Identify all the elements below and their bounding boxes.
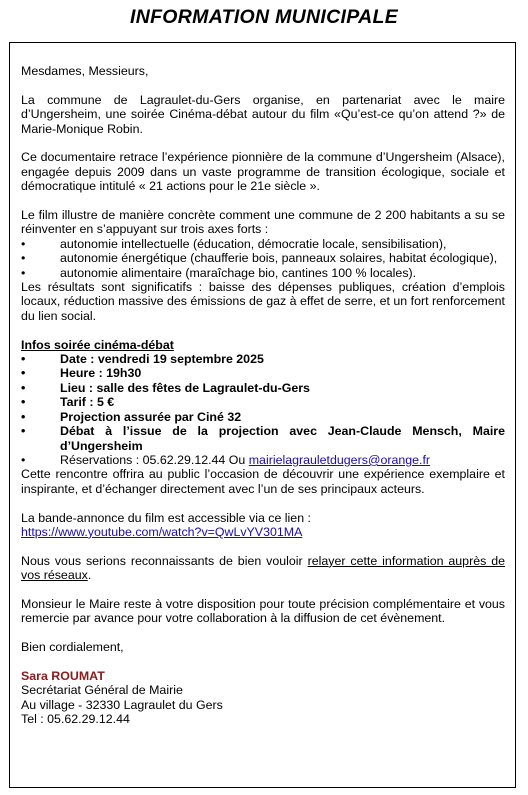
bullet: • <box>21 409 26 424</box>
greeting: Mesdames, Messieurs, <box>21 64 149 78</box>
list-item: • autonomie intellectuelle (éducation, démocratie locale, sensibilisation), <box>21 236 447 251</box>
list-item: • Lieu : salle des fêtes de Lagraulet-du-Gers <box>21 380 310 395</box>
rencontre-paragraph: Cette rencontre offrira au public l’occasion de découvrir une expérience exemplaire et inspirante, et d’échanger directement avec l’un de ses principaux acteurs. <box>21 467 505 496</box>
bullet: • <box>21 395 26 410</box>
list-item: • Heure : 19h30 <box>21 366 142 381</box>
list-item: • autonomie alimentaire (maraîchage bio, cantines 100 % locales). <box>21 265 417 280</box>
signature-address: Au village - 32330 Lagraulet du Gers <box>21 697 223 712</box>
documentary-paragraph: Ce documentaire retrace l’expérience pionnière de la commune d’Ungersheim (Alsace), engagée depuis 2009 dans un vaste programme de transition écologique, sociale et démocratique intitulé « 21 actions pour le 21e siècle ». <box>21 150 505 194</box>
bullet: • <box>21 265 26 280</box>
bullet: • <box>21 352 26 367</box>
list-item: • Projection assurée par Ciné 32 <box>21 409 242 424</box>
bullet: • <box>21 380 26 395</box>
info-heading: Infos soirée cinéma-débat <box>21 337 174 352</box>
relay-underlined: relayer cette information auprès de vos réseaux <box>21 553 505 583</box>
signature-name: Sara ROUMAT <box>21 668 105 683</box>
signature-tel: Tel : 05.62.29.12.44 <box>21 712 130 727</box>
closing-paragraph: Monsieur le Maire reste à votre disposition pour toute précision complémentaire et vous remercie par avance pour votre collaboration à la diffusion de cet évènement. <box>21 596 505 626</box>
sign-off: Bien cordialement, <box>21 640 124 655</box>
list-item: • autonomie énergétique (chaufferie bois, panneaux solaires, habitat écologique), <box>21 251 498 266</box>
bullet: • <box>21 424 26 439</box>
letter-body <box>21 64 505 727</box>
trailer-intro: La bande-annonce du film est accessible via ce lien : <box>21 510 311 525</box>
bullet: • <box>21 236 26 251</box>
page-title: INFORMATION MUNICIPALE <box>129 6 399 28</box>
bullet: • <box>21 251 26 266</box>
bullet: • <box>21 452 26 467</box>
signature-role: Secrétariat Général de Mairie <box>21 683 183 698</box>
email-link[interactable]: mairielagrauletdugers@orange.fr <box>248 452 431 467</box>
bullet: • <box>21 366 26 381</box>
axes-intro: Le film illustre de manière concrète comment une commune de 2 200 habitants a su se réinventer en s’appuyant sur trois axes forts : <box>21 208 505 237</box>
list-item: • Débat à l’issue de la projection avec Jean-Claude Mensch, Maire d’Ungersheim <box>21 424 505 453</box>
list-item-reservations <box>21 453 505 467</box>
trailer-link[interactable]: https://www.youtube.com/watch?v=QwLvYV301MA <box>21 524 303 539</box>
relay-paragraph: Nous vous serions reconnaissants de bien vouloir relayer cette information auprès de vos réseaux. <box>21 553 505 583</box>
list-item: • Date : vendredi 19 septembre 2025 <box>21 352 264 367</box>
letter-frame <box>9 42 516 788</box>
intro-paragraph: La commune de Lagraulet-du-Gers organise, en partenariat avec le maire d’Ungersheim, une soirée Cinéma-débat autour du film «Qu’est-ce qu’on attend ?» de Marie-Monique Robin. <box>21 92 505 136</box>
reservations-label: Réservations : 05.62.29.12.44 Ou <box>60 452 249 467</box>
list-item: • Tarif : 5 € <box>21 395 115 410</box>
results-paragraph: Les résultats sont significatifs : baisse des dépenses publiques, création d’emplois locaux, réduction massive des émissions de gaz à effet de serre, et un fort renforcement du lien social. <box>21 280 505 323</box>
